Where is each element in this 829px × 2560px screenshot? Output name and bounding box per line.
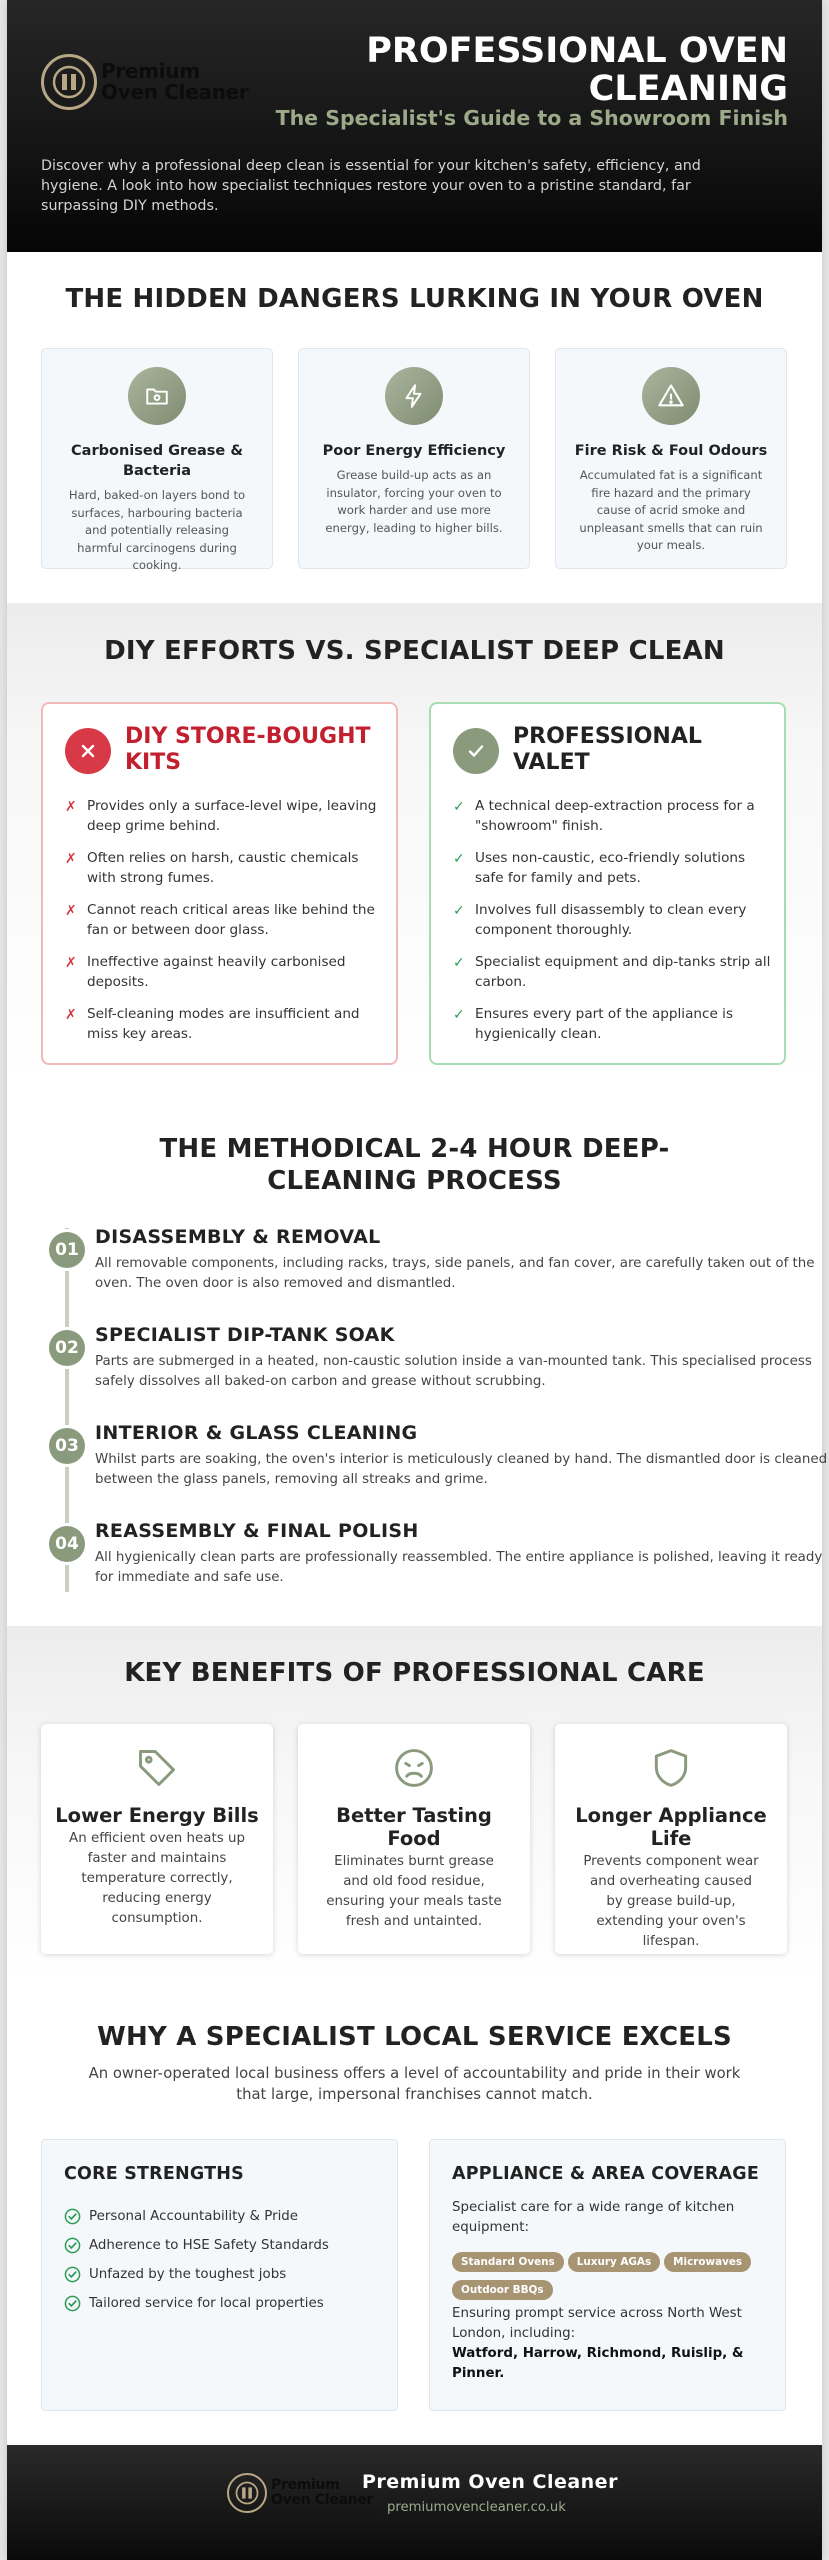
cross-icon: ✗ xyxy=(65,903,77,919)
danger-card xyxy=(555,348,787,569)
folder-bacteria-icon xyxy=(128,367,186,425)
check-icon: ✓ xyxy=(453,851,465,867)
list-item-text: Cannot reach critical areas like behind the fan or between door glass. xyxy=(87,902,375,938)
list-item xyxy=(65,796,385,836)
intro-text: Discover why a professional deep clean is essential for your kitchen's safety, efficiency, and hygiene. A look into how specialist techniques restore your oven to a pristine standard, far surpassing DIY methods. xyxy=(41,158,701,214)
footer-brand-line-2: Oven Cleaner xyxy=(271,2492,374,2508)
footer xyxy=(7,2445,822,2560)
danger-card-title: Carbonised Grease & Bacteria xyxy=(71,443,243,479)
dangers-title: THE HIDDEN DANGERS LURKING IN YOUR OVEN xyxy=(65,284,764,314)
danger-card-title: Fire Risk & Foul Odours xyxy=(574,443,768,459)
step-title: INTERIOR & GLASS CLEANING xyxy=(95,1422,418,1444)
check-circle-icon xyxy=(64,2266,81,2283)
coverage-panel xyxy=(429,2139,786,2411)
benefit-title: Better Tasting Food xyxy=(336,1804,492,1850)
coverage-title: APPLIANCE & AREA COVERAGE xyxy=(452,2164,759,2184)
benefit-text: Prevents component wear and overheating caused by grease build-up, extending your oven's lifespan. xyxy=(583,1854,759,1949)
list-item xyxy=(64,2260,329,2289)
list-item xyxy=(65,952,385,992)
benefits-title: KEY BENEFITS OF PROFESSIONAL CARE xyxy=(124,1658,705,1688)
step-number: 01 xyxy=(49,1232,85,1268)
appliance-tag: Luxury AGAs xyxy=(568,2252,660,2272)
cross-icon: ✗ xyxy=(65,1007,77,1023)
logo-emblem-icon xyxy=(41,54,97,110)
footer-brand-line-1: Premium xyxy=(271,2477,340,2493)
list-item-text: Ineffective against heavily carbonised deposits. xyxy=(87,954,346,990)
benefit-title: Longer Appliance Life xyxy=(575,1804,767,1850)
step-text: Parts are submerged in a heated, non-caustic solution inside a van-mounted tank. This specialised process safely dissolves all baked-on carbon and grease without scrubbing. xyxy=(95,1354,812,1389)
chef-face-icon xyxy=(392,1746,436,1790)
list-item xyxy=(65,1004,385,1044)
check-icon: ✓ xyxy=(453,799,465,815)
appliance-tag: Outdoor BBQs xyxy=(452,2280,553,2300)
benefit-card xyxy=(298,1724,530,1954)
step-number: 03 xyxy=(49,1428,85,1464)
process-title: THE METHODICAL 2-4 HOUR DEEP-CLEANING PROCESS xyxy=(159,1134,670,1196)
footer-website-link[interactable]: premiumovencleaner.co.uk xyxy=(387,2500,566,2515)
list-item-text: Provides only a surface-level wipe, leaving deep grime behind. xyxy=(87,798,377,834)
appliance-tag: Standard Ovens xyxy=(452,2252,564,2272)
list-item-text: Ensures every part of the appliance is hygienically clean. xyxy=(475,1006,734,1042)
core-strengths-panel xyxy=(41,2139,398,2411)
list-item-text: Specialist equipment and dip-tanks strip all carbon. xyxy=(475,954,771,990)
check-icon: ✓ xyxy=(453,955,465,971)
list-item xyxy=(453,848,773,888)
step-text: All removable components, including racks, trays, side panels, and fan cover, are carefully taken out of the oven. The oven door is also removed and dismantled. xyxy=(95,1256,815,1291)
comparison-title: DIY EFFORTS VS. SPECIALIST DEEP CLEAN xyxy=(104,636,725,666)
step-title: SPECIALIST DIP-TANK SOAK xyxy=(95,1324,395,1346)
list-item-text: Adherence to HSE Safety Standards xyxy=(89,2238,329,2253)
list-item-text: Personal Accountability & Pride xyxy=(89,2209,299,2224)
list-item xyxy=(64,2202,329,2231)
price-tag-icon xyxy=(135,1746,179,1790)
shield-icon xyxy=(649,1746,693,1790)
check-icon: ✓ xyxy=(453,903,465,919)
danger-card-text: Hard, baked-on layers bond to surfaces, harbouring bacteria and potentially releasing harmful carcinogens during cooking. xyxy=(68,488,246,572)
step-text: Whilst parts are soaking, the oven's interior is meticulously cleaned by hand. The dismantled door is cleaned between the glass panels, removing all streaks and grime. xyxy=(95,1452,828,1487)
step-title: REASSEMBLY & FINAL POLISH xyxy=(95,1520,419,1542)
list-item xyxy=(453,796,773,836)
local-title: WHY A SPECIALIST LOCAL SERVICE EXCELS xyxy=(97,2022,732,2052)
check-icon xyxy=(453,728,499,774)
appliance-tag: Microwaves xyxy=(664,2252,751,2272)
coverage-area-intro: Ensuring prompt service across North West London, including: xyxy=(452,2306,742,2341)
core-strengths-list xyxy=(64,2202,329,2318)
header xyxy=(7,0,822,252)
page-subtitle: The Specialist's Guide to a Showroom Finish xyxy=(275,106,788,130)
check-icon: ✓ xyxy=(453,1007,465,1023)
benefit-card xyxy=(41,1724,273,1954)
core-strengths-title: CORE STRENGTHS xyxy=(64,2164,244,2184)
brand-logo xyxy=(41,54,248,110)
diy-kits-card xyxy=(41,702,398,1065)
cross-icon: ✗ xyxy=(65,799,77,815)
danger-card xyxy=(41,348,273,572)
list-item-text: Often relies on harsh, caustic chemicals with strong fumes. xyxy=(87,850,359,886)
benefit-title: Lower Energy Bills xyxy=(55,1804,259,1827)
page-title: PROFESSIONAL OVEN CLEANING xyxy=(366,31,788,109)
list-item-text: Unfazed by the toughest jobs xyxy=(89,2267,287,2282)
danger-card-text: Grease build-up acts as an insulator, forcing your oven to work harder and use more energy, leading to higher bills. xyxy=(325,468,503,535)
infographic-page xyxy=(7,0,828,2560)
check-circle-icon xyxy=(64,2208,81,2225)
list-item xyxy=(64,2289,329,2318)
coverage-area-text xyxy=(452,2304,762,2384)
coverage-text: Specialist care for a wide range of kitchen equipment: xyxy=(452,2200,735,2235)
list-item xyxy=(65,900,385,940)
list-item-text: Uses non-caustic, eco-friendly solutions safe for family and pets. xyxy=(475,850,746,886)
cross-icon: ✗ xyxy=(65,955,77,971)
warning-triangle-icon xyxy=(642,367,700,425)
list-item xyxy=(453,1004,773,1044)
danger-card-text: Accumulated fat is a significant fire hazard and the primary cause of acrid smoke and unpleasant smells that can ruin your meals. xyxy=(579,468,763,552)
lightning-icon xyxy=(385,367,443,425)
diy-kits-list xyxy=(65,796,385,1056)
danger-card-title: Poor Energy Efficiency xyxy=(322,443,506,459)
list-item xyxy=(453,952,773,992)
diy-kits-title: DIY STORE-BOUGHT KITS xyxy=(125,724,371,775)
danger-card xyxy=(298,348,530,569)
step-number: 02 xyxy=(49,1330,85,1366)
benefit-text: An efficient oven heats up faster and maintains temperature correctly, reducing energy consumption. xyxy=(69,1831,245,1926)
step-number: 04 xyxy=(49,1526,85,1562)
cross-icon: ✗ xyxy=(65,851,77,867)
step-text: All hygienically clean parts are professionally reassembled. The entire appliance is polished, leaving it ready for immediate and safe use. xyxy=(95,1550,823,1585)
list-item-text: Self-cleaning modes are insufficient and miss key areas. xyxy=(87,1006,360,1042)
brand-line-2: Oven Cleaner xyxy=(101,80,249,104)
list-item-text: Involves full disassembly to clean every component thoroughly. xyxy=(475,902,747,938)
professional-valet-list xyxy=(453,796,773,1056)
list-item xyxy=(64,2231,329,2260)
professional-valet-title: PROFESSIONAL VALET xyxy=(513,724,702,775)
appliance-tags xyxy=(452,2250,772,2306)
brand-line-1: Premium xyxy=(101,59,200,83)
footer-company-name: Premium Oven Cleaner xyxy=(362,2471,618,2493)
check-circle-icon xyxy=(64,2295,81,2312)
check-circle-icon xyxy=(64,2237,81,2254)
benefit-text: Eliminates burnt grease and old food residue, ensuring your meals taste fresh and untainted. xyxy=(326,1854,502,1929)
list-item xyxy=(65,848,385,888)
list-item-text: Tailored service for local properties xyxy=(89,2296,324,2311)
step-title: DISASSEMBLY & REMOVAL xyxy=(95,1226,381,1248)
benefit-card xyxy=(555,1724,787,1954)
list-item-text: A technical deep-extraction process for a "showroom" finish. xyxy=(475,798,755,834)
coverage-areas: Watford, Harrow, Richmond, Ruislip, & Pinner. xyxy=(452,2346,744,2381)
professional-valet-card xyxy=(429,702,786,1065)
list-item xyxy=(453,900,773,940)
local-intro: An owner-operated local business offers a level of accountability and pride in their work that large, impersonal franchises cannot match. xyxy=(88,2065,741,2103)
close-icon xyxy=(65,728,111,774)
